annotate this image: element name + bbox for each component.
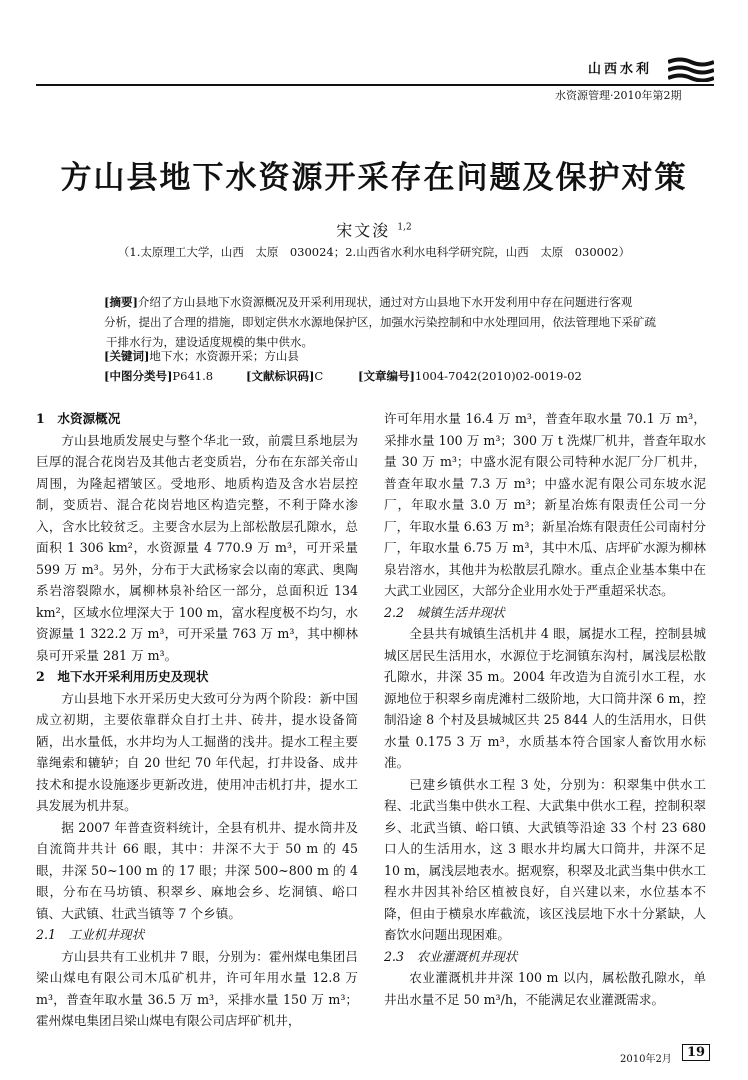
subsection-heading: 2.3 农业灌溉机井现状 — [384, 948, 518, 964]
journal-name: 山西水利 — [588, 62, 653, 77]
page-number: 19 — [682, 1044, 710, 1061]
wave-logo-icon — [668, 56, 714, 82]
abstract — [104, 292, 664, 352]
paragraph: 农业灌溉机井井深 100 m 以内，属松散孔隙水，单井出水量不足 50 m³/h，不能满足农业灌溉需求。 — [384, 970, 706, 1007]
header-rule — [36, 84, 714, 86]
subsection-heading: 2.2 城镇生活井现状 — [384, 604, 505, 620]
subsection-heading: 2.1 工业机井现状 — [36, 927, 145, 942]
abstract-label: [摘要] — [104, 295, 138, 309]
paragraph: 方山县共有工业机井 7 眼，分别为：霍州煤电集团吕梁山煤电有限公司木瓜矿机井，许可年用水量 12.8 万 m³，普查年取水量 36.5 万 m³，采排水量 150 万 m³；霍州煤电集团吕梁山煤电有限公司店坪矿机井， — [36, 948, 358, 1028]
author-affil-mark: 1,2 — [397, 222, 412, 233]
art-value: 1004-7042(2010)02-0019-02 — [414, 369, 582, 383]
doc-label: [文献标识码] — [246, 369, 315, 383]
doc-value: C — [314, 369, 324, 383]
doc-code — [246, 368, 323, 384]
section-heading: 1 水资源概况 — [36, 411, 121, 426]
paragraph: 方山县地下水开采历史大致可分为两个阶段：新中国成立初期，主要依靠群众自打土井、砖井，提水设备简陋，出水量低，水井均为人工掘凿的浅井。提水工程主要靠绳索和辘轳；自 20 世纪 70 年代起，打井设备、成井技术和提水设施逐步更新改进，使用冲击机打井，提水工具发展为机井泵。 — [36, 690, 358, 813]
author — [0, 218, 748, 241]
paragraph: 许可年用水量 16.4 万 m³，普查年取水量 70.1 万 m³，采排水量 100 万 m³；300 万 t 洗煤厂机井，普查年取水量 30 万 m³；中盛水泥有限公司特种水泥厂分厂机井，普查年取水量 7.3 万 m³；中盛水泥有限公司东坡水泥厂，年取水量 3.0 万 m³；新星冶炼有限责任公司一分厂，年取水量 6.63 万 m³；新星冶炼有限责任公司南村分厂，年取水量 6.75 万 m³，其中木瓜、店坪矿水源为柳林泉岩溶水，其他井为松散层孔隙水。重点企业基本集中在大武工业园区，大部分企业用水处于严重超采状态。 — [384, 411, 706, 598]
keywords-text: 地下水；水资源开采；方山县 — [149, 349, 299, 363]
paragraph: 全县共有城镇生活机井 4 眼，属提水工程，控制县城城区居民生活用水，水源位于圪洞镇东沟村，属浅层松散孔隙水，井深 35 m。2004 年改造为自流引水工程，水源地位于积翠乡南虎滩村二级阶地，大口筒井深 6 m，控制沿途 8 个村及县城城区共 25 844 人的生活用水，日供水量 0.175 3 万 m³，水质基本符合国家人畜饮用水标准。 — [384, 626, 706, 770]
art-label: [文章编号] — [358, 369, 415, 383]
abstract-line-3: 干排水行为，建设适度规模的集中供水。 — [106, 335, 313, 349]
clc-value: P641.8 — [172, 369, 214, 383]
article-number — [358, 368, 582, 384]
abstract-line-1: 介绍了方山县地下水资源概况及开采利用现状，通过对方山县地下水开发利用中存在问题进行客观 — [137, 295, 633, 309]
clc-label: [中图分类号] — [104, 369, 173, 383]
issue-info: 水资源管理·2010年第2期 — [555, 89, 682, 102]
paper-title: 方山县地下水资源开采存在问题及保护对策 — [60, 160, 688, 196]
author-name: 宋文浚 — [336, 221, 391, 240]
left-column — [36, 408, 358, 1032]
right-column — [384, 408, 706, 1010]
section-heading: 2 地下水开采利用历史及现状 — [36, 669, 209, 684]
paragraph: 方山县地质发展史与整个华北一致，前震旦系地层为巨厚的混合花岗岩及其他古老变质岩，分布在东部关帝山周围，为隆起褶皱区。受地形、地质构造及含水岩层控制，变质岩、混合花岗岩地区构造完整，不利于降水渗入，含水比较贫乏。主要含水层为上部松散层孔隙水，总面积 1 306 km²，水资源量 4 770.9 万 m³，可开采量 599 万 m³。另外，分布于大武杨家会以南的寒武、奥陶系岩溶裂隙水，属柳林泉补给区一部分，总面积近 134 km²，区域水位埋深大于 100 m，富水程度极不均匀，水资源量 1 322.2 万 m³，可开采量 763 万 m³，其中柳林泉可开采量 281 万 m³。 — [36, 432, 358, 663]
clc-code — [104, 368, 213, 384]
keywords — [104, 348, 299, 364]
abstract-line-2: 分析，提出了合理的措施，即划定供水水源地保护区，加强水污染控制和中水处理回用，依法管理地下采矿疏 — [104, 315, 656, 329]
paragraph: 已建乡镇供水工程 3 处，分别为：积翠集中供水工程、北武当集中供水工程、大武集中供水工程，控制积翠乡、北武当镇、峪口镇、大武镇等沿途 33 个村 23 680 口人的生活用水，这 3 眼水井均属大口筒井，井深不足 10 m，属浅层地表水。据观察，积翠及北武当集中供水工程水井因其补给区植被良好，自兴建以来，水位基本不降，但由于横泉水库截流，该区浅层地下水十分紧缺，人畜饮水问题出现困难。 — [384, 776, 706, 942]
footer-date: 2010年2月 — [620, 1054, 672, 1065]
paragraph: 据 2007 年普查资料统计，全县有机井、提水筒井及自流筒井共计 66 眼，其中：井深不大于 50 m 的 45 眼，井深 50~100 m 的 17 眼；井深 500~800 m 的 4 眼，分布在马坊镇、积翠乡、麻地会乡、圪洞镇、峪口镇、大武镇、壮武当镇等 7 个乡镇。 — [36, 819, 358, 921]
affiliation: （1.太原理工大学，山西 太原 030024；2.山西省水利水电科学研究院，山西 太原 030002） — [117, 245, 631, 259]
keywords-label: [关键词] — [104, 349, 150, 363]
